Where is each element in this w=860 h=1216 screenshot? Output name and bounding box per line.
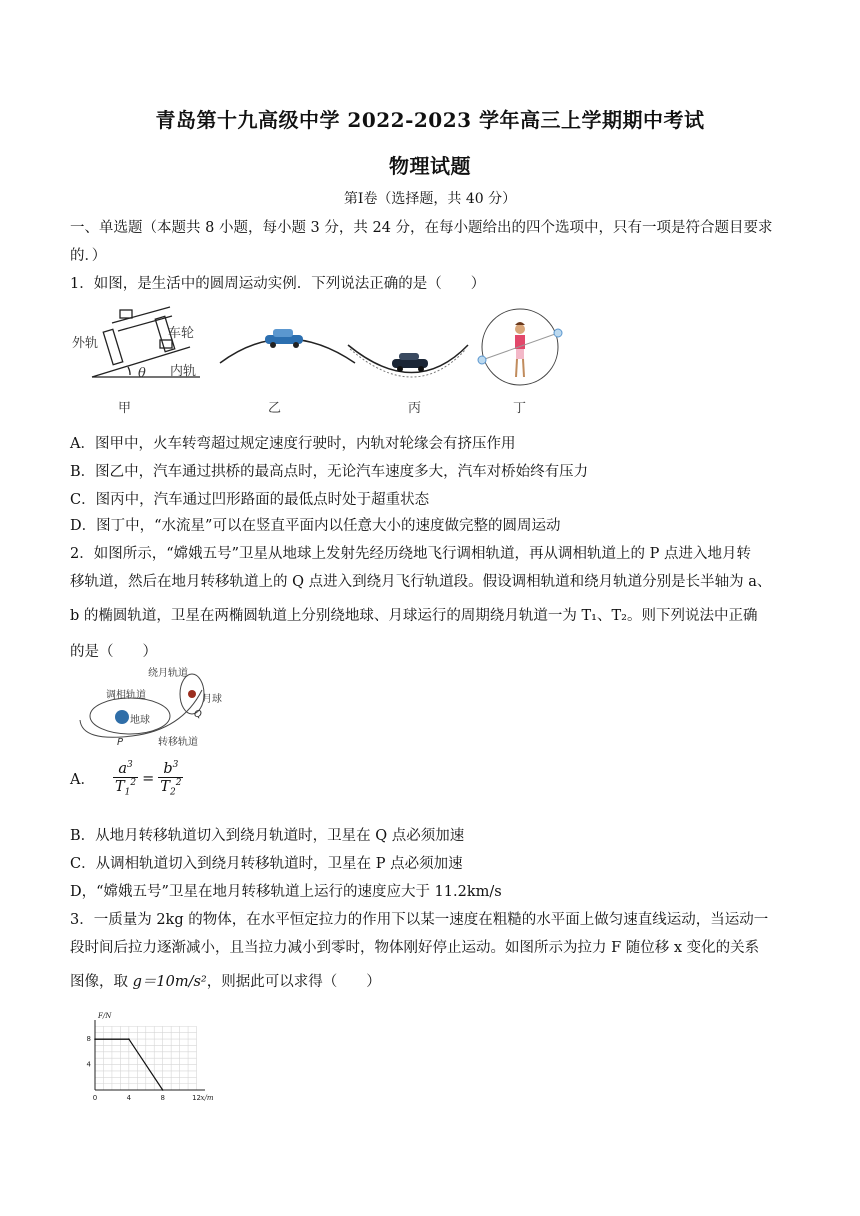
- formula-t2: T: [160, 778, 170, 795]
- x-tick-label: 0: [92, 1094, 98, 1102]
- x-axis-label: x/m: [200, 1094, 214, 1102]
- exam-title: 青岛第十九高级中学 2022-2023 学年高三上学期期中考试: [155, 108, 705, 132]
- q2-option-b: B．从地月转移轨道切入到绕月轨道时，卫星在 Q 点必须加速: [70, 828, 465, 844]
- fig-label-outer: 外轨: [72, 336, 99, 351]
- exam-subtitle: 物理试题: [389, 154, 471, 178]
- q3-line2: 段时间后拉力逐渐减小，且当拉力减小到零时，物体刚好停止运动。如图所示为拉力 F 随位移 x 变化的关系: [70, 940, 760, 956]
- q2-line3: b 的椭圆轨道，卫星在两椭圆轨道上分别绕地球、月球运行的周期绕月轨道一为 T₁、T₂。则下列说法中正确: [70, 608, 758, 624]
- label-moon: 月球: [202, 694, 222, 705]
- q3-line3-post: ，则据此可以求得（ ）: [206, 974, 381, 990]
- q2-option-d: D，“嫦娥五号”卫星在地月转移轨道上运行的速度应大于 11.2km/s: [70, 884, 502, 900]
- q2-option-a-prefix: A．: [70, 772, 95, 789]
- y-tick-label: 4: [86, 1060, 91, 1069]
- force-displacement-chart: [80, 1010, 220, 1110]
- label-earth: 地球: [130, 715, 150, 726]
- formula-b: b: [163, 760, 173, 777]
- label-phase-orbit: 调相轨道: [106, 690, 146, 701]
- q2-option-a: A． $\frac{a^3}{T_1^2}$ = $\frac{b^3}{T_2^2}$: [70, 760, 182, 798]
- label-p-point: P: [117, 737, 124, 748]
- section-heading-line2: 的．）: [70, 248, 107, 264]
- figure-ding-person: [478, 322, 562, 377]
- q3-line1: 3．一质量为 2kg 的物体，在水平恒定拉力的作用下以某一速度在粗糙的水平面上做匀速直线运动，当运动一: [70, 912, 769, 928]
- fig-label-bing: 丙: [408, 401, 422, 416]
- q2-line1: 2．如图所示，“嫦娥五号”卫星从地球上发射先经历绕地飞行调相轨道，再从调相轨道上的 P 点进入地月转: [70, 546, 752, 562]
- q3-line3: [70, 970, 381, 991]
- section-heading-line1: 一、单选题（本题共 8 小题，每小题 3 分，共 24 分，在每小题给出的四个选项中，只有一项是符合题目要求: [70, 220, 773, 236]
- label-q-point: Q: [194, 709, 202, 720]
- figure-bing-car: [392, 353, 428, 372]
- label-transfer-orbit: 转移轨道: [158, 737, 198, 748]
- q1-option-b: B．图乙中，汽车通过拱桥的最高点时，无论汽车速度多大，汽车对桥始终有压力: [70, 464, 589, 480]
- x-tick-label: 12: [192, 1094, 201, 1102]
- y-axis-label: F/N: [98, 1012, 112, 1020]
- label-lunar-orbit: 绕月轨道: [148, 668, 188, 679]
- figure-yi-car: [265, 329, 303, 348]
- x-tick-label: 4: [126, 1094, 132, 1102]
- earth-icon: [115, 710, 129, 724]
- fig-label-theta: θ: [138, 366, 146, 381]
- q1-option-d: D．图丁中，“水流星”可以在竖直平面内以任意大小的速度做完整的圆周运动: [70, 518, 561, 534]
- data-point: [162, 1089, 164, 1091]
- formula-a: a: [118, 760, 128, 777]
- q3-g-formula: g＝10m/s²: [132, 974, 207, 990]
- fig-label-ding: 丁: [513, 401, 527, 416]
- q2-line2: 移轨道，然后在地月转移轨道上的 Q 点进入到绕月飞行轨道段。假设调相轨道和绕月轨道分别是长半轴为 a、: [70, 574, 772, 590]
- fig-label-jia: 甲: [118, 401, 132, 416]
- question-1-stem: 1．如图，是生活中的圆周运动实例．下列说法正确的是（ ）: [70, 276, 486, 292]
- moon-icon: [188, 690, 196, 698]
- fig-label-inner: 内轨: [170, 364, 197, 379]
- q2-line4: 的是（ ）: [70, 644, 157, 660]
- formula-left: $\frac{a^3}{T_1^2}$: [114, 760, 137, 798]
- formula-t1: T: [114, 778, 125, 795]
- q2-option-c: C．从调相轨道切入到绕月转移轨道时，卫星在 P 点必须加速: [70, 856, 463, 872]
- q1-option-a: A．图甲中，火车转弯超过规定速度行驶时，内轨对轮缘会有挤压作用: [70, 436, 516, 452]
- fig-label-wheel: 车轮: [168, 326, 195, 341]
- y-tick-label: 8: [86, 1035, 91, 1044]
- x-tick-label: 8: [160, 1094, 165, 1102]
- formula-right: $\frac{b^3}{T_2^2}$: [160, 760, 182, 798]
- q1-option-c: C．图丙中，汽车通过凹形路面的最低点时处于超重状态: [70, 492, 430, 508]
- q3-line3-pre: 图像，取: [70, 974, 133, 990]
- q1-figure: [70, 305, 570, 413]
- volume-label: 第Ⅰ卷（选择题，共 40 分）: [343, 191, 517, 207]
- fig-label-yi: 乙: [268, 401, 282, 416]
